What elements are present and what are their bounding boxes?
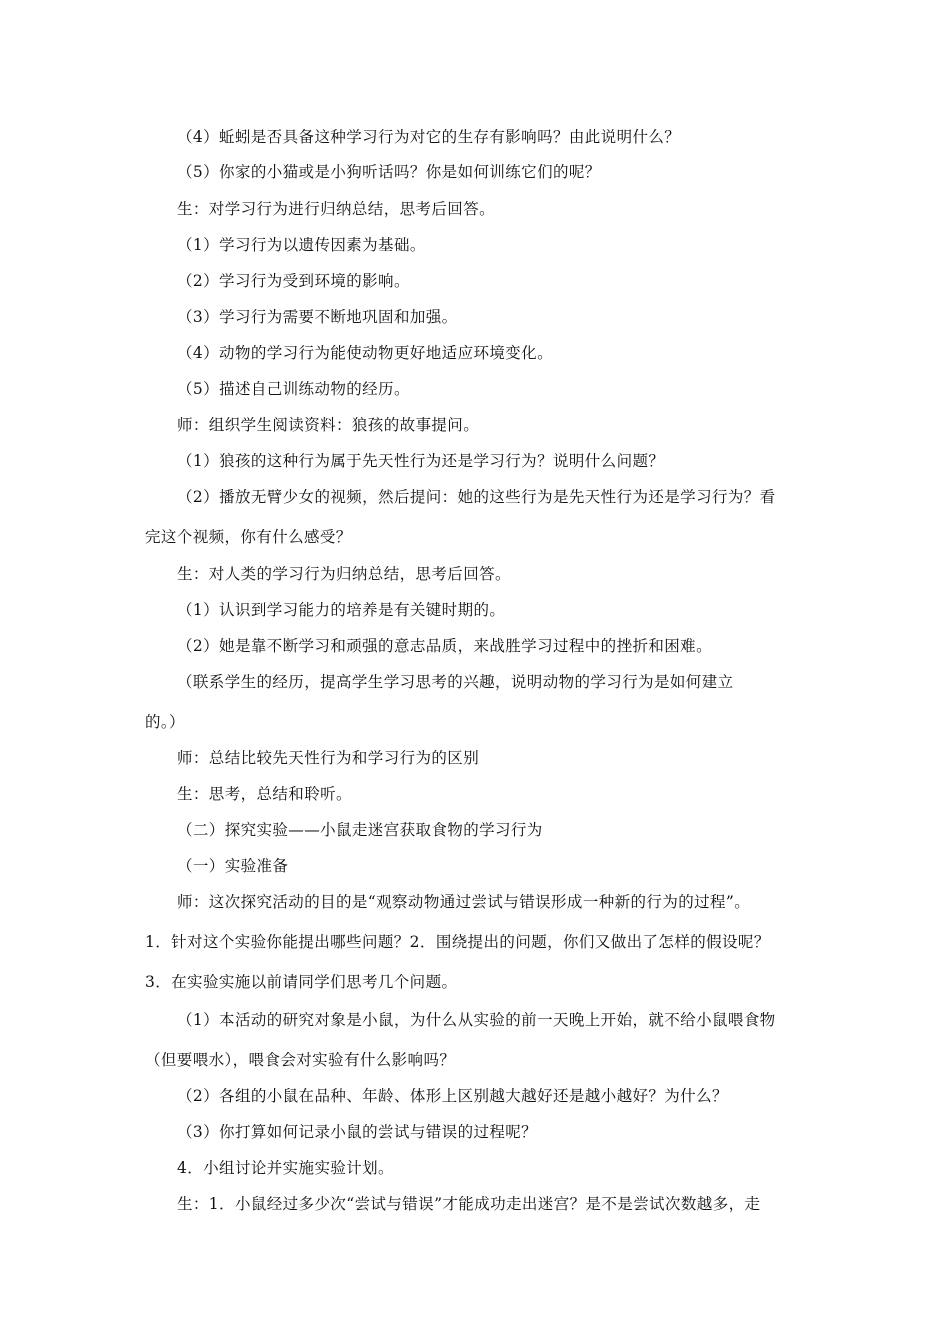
text-line: （5）你家的小猫或是小狗听话吗？你是如何训练它们的呢？ — [177, 163, 601, 181]
text-line: （1）认识到学习能力的培养是有关键时期的。 — [177, 601, 506, 619]
text-line: （4）动物的学习行为能使动物更好地适应环境变化。 — [177, 344, 553, 362]
text-line: 师：组织学生阅读资料：狼孩的故事提问。 — [177, 416, 480, 434]
text-line: 师：这次探究活动的目的是“观察动物通过尝试与错误形成一种新的行为的过程”。 — [177, 893, 751, 911]
text-line: 师：总结比较先天性行为和学习行为的区别 — [177, 749, 480, 767]
text-line: （二）探究实验——小鼠走迷宫获取食物的学习行为 — [177, 821, 543, 839]
text-line: 的。） — [145, 713, 185, 731]
text-line: （3）你打算如何记录小鼠的尝试与错误的过程呢？ — [177, 1123, 538, 1141]
text-line: （5）描述自己训练动物的经历。 — [177, 380, 410, 398]
text-line: 1．针对这个实验你能提出哪些问题？2．围绕提出的问题，你们又做出了怎样的假设呢？ — [145, 933, 770, 951]
text-line: （1）狼孩的这种行为属于先天性行为还是学习行为？说明什么问题？ — [177, 452, 665, 470]
text-line: （联系学生的经历，提高学生学习思考的兴趣，说明动物的学习行为是如何建立 — [177, 673, 734, 691]
text-line: （1）学习行为以遗传因素为基础。 — [177, 236, 426, 254]
text-line: （2）学习行为受到环境的影响。 — [177, 272, 410, 290]
text-line: 生：1．小鼠经过多少次“尝试与错误”才能成功走出迷宫？是不是尝试次数越多，走 — [177, 1195, 761, 1213]
text-line: 完这个视频，你有什么感受？ — [145, 528, 352, 546]
text-line: 4．小组讨论并实施实验计划。 — [177, 1159, 394, 1177]
text-line: （3）学习行为需要不断地巩固和加强。 — [177, 308, 458, 326]
text-line: （1）本活动的研究对象是小鼠，为什么从实验的前一天晚上开始，就不给小鼠喂食物 — [177, 1011, 776, 1029]
text-line: （一）实验准备 — [177, 857, 289, 875]
text-line: （2）各组的小鼠在品种、年龄、体形上区别越大越好还是越小越好？为什么？ — [177, 1087, 728, 1105]
text-line: 3．在实验实施以前请同学们思考几个问题。 — [145, 973, 458, 991]
text-line: （2）播放无臂少女的视频，然后提问：她的这些行为是先天性行为还是学习行为？看 — [177, 488, 776, 506]
text-line: 生：对人类的学习行为归纳总结，思考后回答。 — [177, 565, 511, 583]
text-line: 生：思考，总结和聆听。 — [177, 785, 352, 803]
text-line: （2）她是靠不断学习和顽强的意志品质，来战胜学习过程中的挫折和困难。 — [177, 637, 712, 655]
text-line: （4）蚯蚓是否具备这种学习行为对它的生存有影响吗？由此说明什么？ — [177, 128, 681, 146]
text-line: （但要喂水），喂食会对实验有什么影响吗？ — [145, 1051, 456, 1069]
text-line: 生：对学习行为进行归纳总结，思考后回答。 — [177, 200, 496, 218]
